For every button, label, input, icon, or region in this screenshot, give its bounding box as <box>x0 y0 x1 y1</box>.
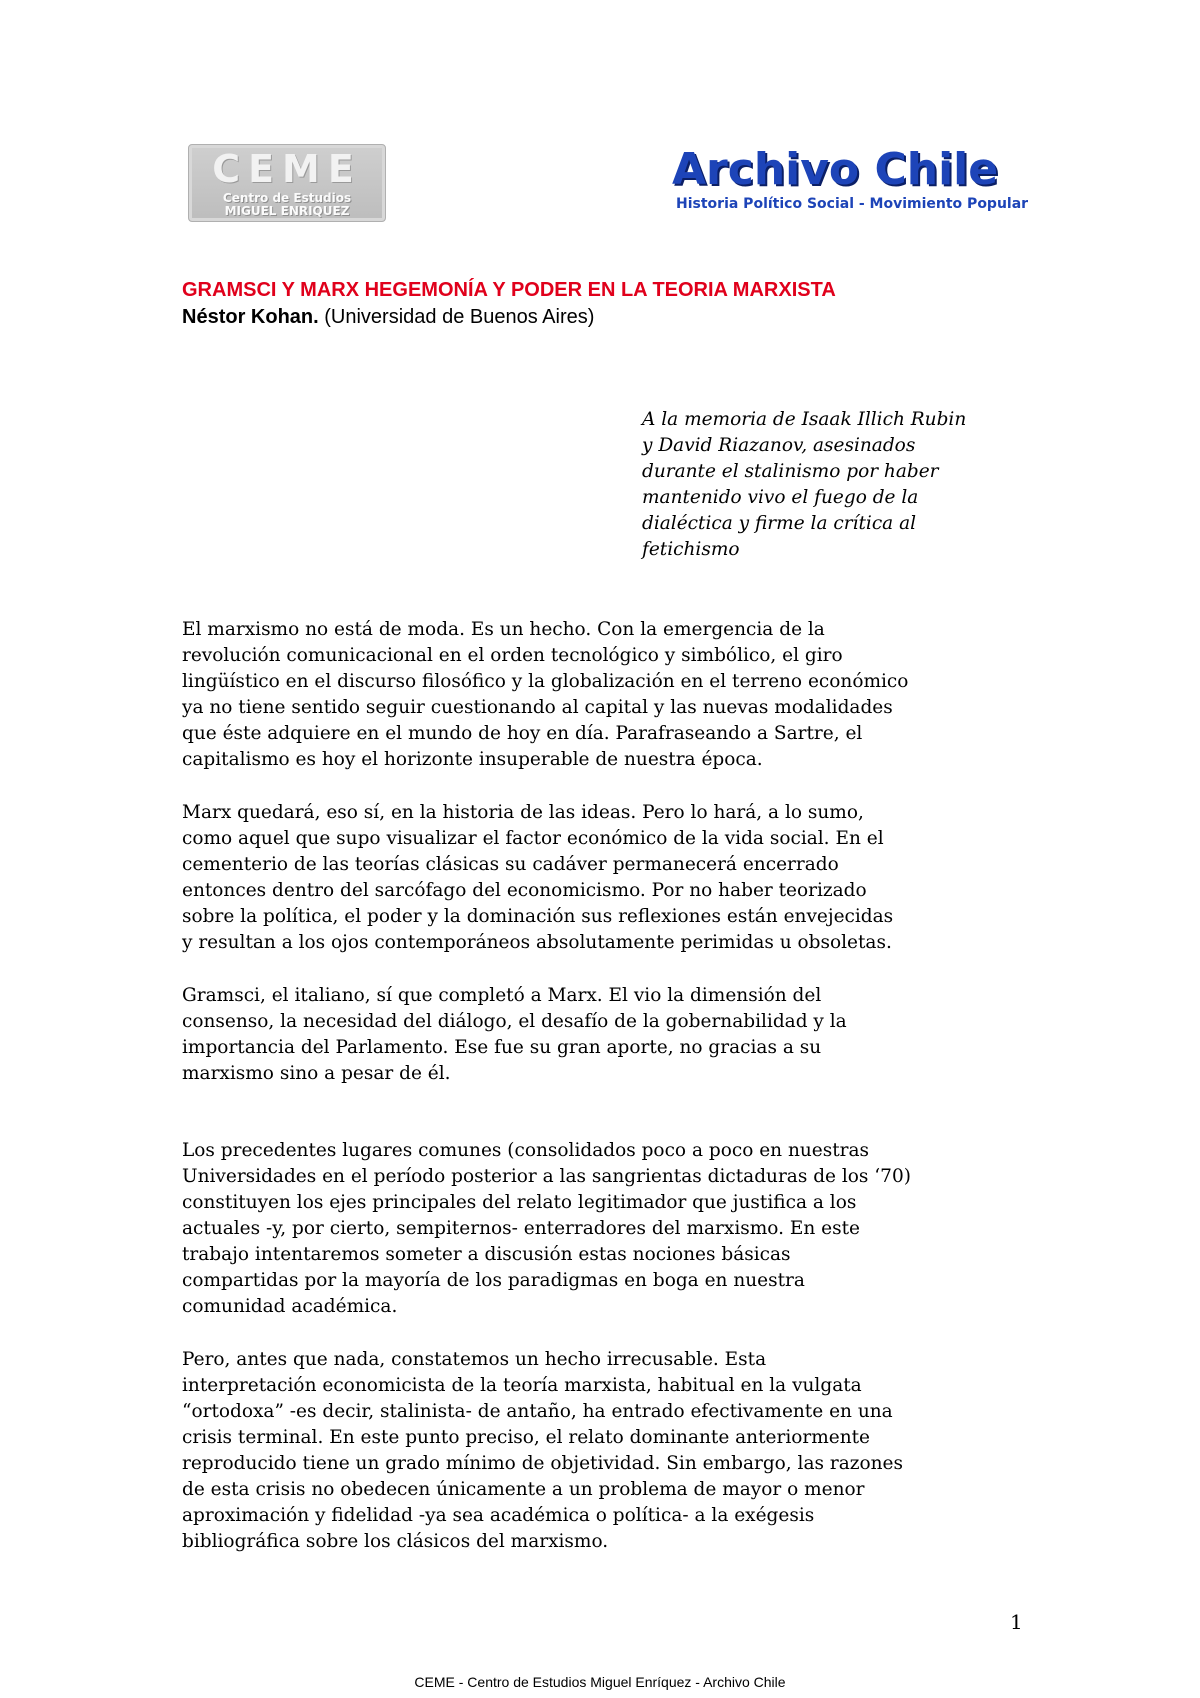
author-line <box>182 306 594 329</box>
paragraph-line: importancia del Parlamento. Ese fue su gran aporte, no gracias a su <box>182 1037 822 1058</box>
dedication <box>642 407 1062 563</box>
paragraph-line: trabajo intentaremos someter a discusión estas nociones básicas <box>182 1244 791 1265</box>
ceme-logo-line1: Centro de Estudios <box>222 191 352 205</box>
paragraph-line: “ortodoxa” -es decir, stalinista- de antaño, ha entrado efectivamente en una <box>182 1401 893 1422</box>
dedication-line: dialéctica y firme la crítica al <box>642 513 917 534</box>
paragraph-line: que éste adquiere en el mundo de hoy en día. Parafraseando a Sartre, el <box>182 723 863 744</box>
page-number: 1 <box>1010 1610 1023 1634</box>
paragraph-line: Gramsci, el italiano, sí que completó a Marx. El vio la dimensión del <box>182 985 822 1006</box>
paragraph-line: Los precedentes lugares comunes (consolidados poco a poco en nuestras <box>182 1140 870 1161</box>
paragraph-line: capitalismo es hoy el horizonte insuperable de nuestra época. <box>182 749 763 770</box>
paragraph-line: crisis terminal. En este punto preciso, el relato dominante anteriormente <box>182 1427 871 1448</box>
author-affiliation: (Universidad de Buenos Aires) <box>324 306 595 328</box>
paragraph-line: entonces dentro del sarcófago del economicismo. Por no haber teorizado <box>182 880 867 901</box>
paragraph-line: Marx quedará, eso sí, en la historia de las ideas. Pero lo hará, a lo sumo, <box>182 802 864 823</box>
paragraph-line: y resultan a los ojos contemporáneos absolutamente perimidas u obsoletas. <box>182 932 892 953</box>
page-footer: CEME - Centro de Estudios Miguel Enríquez - Archivo Chile <box>414 1674 786 1690</box>
paragraph-line: ya no tiene sentido seguir cuestionando al capital y las nuevas modalidades <box>182 697 893 718</box>
dedication-line: y David Riazanov, asesinados <box>642 435 916 456</box>
dedication-line: A la memoria de Isaak Illich Rubin <box>642 409 967 430</box>
dedication-line: mantenido vivo el fuego de la <box>642 487 919 508</box>
paragraph-2 <box>182 800 1062 956</box>
paragraph-line: cementerio de las teorías clásicas su cadáver permanecerá encerrado <box>182 854 839 875</box>
paragraph-line: reproducido tiene un grado mínimo de objetividad. Sin embargo, las razones <box>182 1453 903 1474</box>
dedication-line: fetichismo <box>642 539 740 560</box>
paragraph-line: aproximación y fidelidad -ya sea académica o política- a la exégesis <box>182 1505 815 1526</box>
paragraph-line: consenso, la necesidad del diálogo, el desafío de la gobernabilidad y la <box>182 1011 847 1032</box>
paragraph-line: compartidas por la mayoría de los paradigmas en boga en nuestra <box>182 1270 805 1291</box>
paragraph-3 <box>182 983 1062 1087</box>
ceme-logo-word: CEME <box>212 147 362 191</box>
archivo-chile-logo-title: Archivo Chile <box>672 144 999 195</box>
paragraph-line: sobre la política, el poder y la dominación sus reflexiones están envejecidas <box>182 906 894 927</box>
archivo-chile-logo-subtitle: Historia Político Social - Movimiento Popular <box>676 196 1029 212</box>
article-title: GRAMSCI Y MARX HEGEMONÍA Y PODER EN LA TEORIA MARXISTA <box>182 279 836 301</box>
paragraph-line: Universidades en el período posterior a las sangrientas dictaduras de los ‘70) <box>182 1166 911 1187</box>
paragraph-line: Pero, antes que nada, constatemos un hecho irrecusable. Esta <box>182 1349 767 1370</box>
ceme-logo <box>188 144 386 222</box>
paragraph-line: marxismo sino a pesar de él. <box>182 1063 451 1084</box>
paragraph-line: bibliográfica sobre los clásicos del marxismo. <box>182 1531 609 1552</box>
paragraph-5 <box>182 1347 1062 1555</box>
author-name: Néstor Kohan. <box>182 306 319 328</box>
paragraph-line: actuales -y, por cierto, sempiternos- enterradores del marxismo. En este <box>182 1218 860 1239</box>
paragraph-line: revolución comunicacional en el orden tecnológico y simbólico, el giro <box>182 645 843 666</box>
paragraph-line: comunidad académica. <box>182 1296 398 1317</box>
archivo-chile-logo <box>672 144 1050 220</box>
paragraph-1 <box>182 617 1062 773</box>
paragraph-line: El marxismo no está de moda. Es un hecho. Con la emergencia de la <box>182 619 825 640</box>
paragraph-line: interpretación economicista de la teoría marxista, habitual en la vulgata <box>182 1375 862 1396</box>
paragraph-4 <box>182 1138 1062 1320</box>
paragraph-line: de esta crisis no obedecen únicamente a un problema de mayor o menor <box>182 1479 865 1500</box>
paragraph-line: como aquel que supo visualizar el factor económico de la vida social. En el <box>182 828 884 849</box>
ceme-logo-line2: MIGUEL ENRIQUEZ <box>224 204 350 218</box>
paragraph-line: constituyen los ejes principales del relato legitimador que justifica a los <box>182 1192 857 1213</box>
paragraph-line: lingüístico en el discurso filosófico y la globalización en el terreno económico <box>182 671 909 692</box>
dedication-line: durante el stalinismo por haber <box>642 461 939 482</box>
